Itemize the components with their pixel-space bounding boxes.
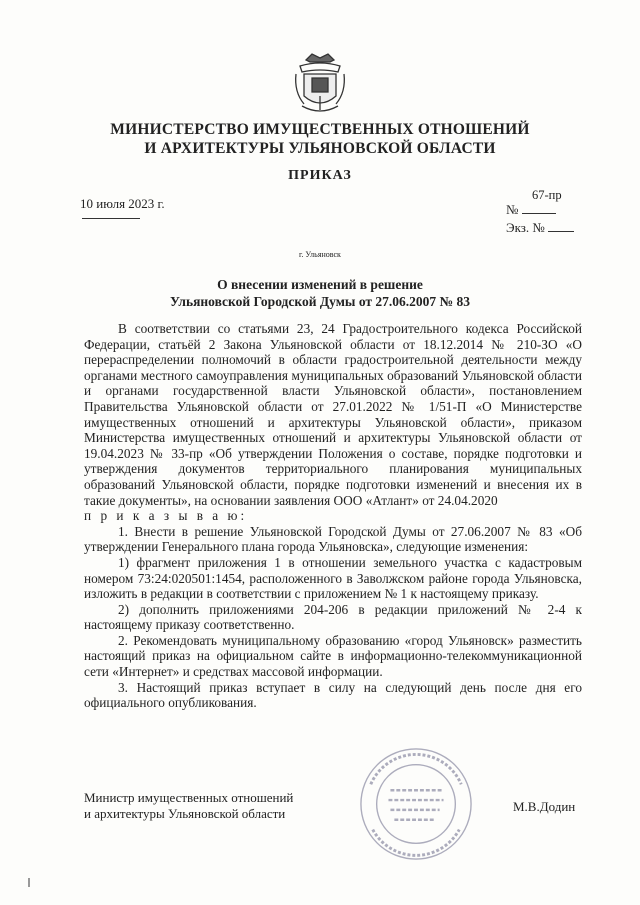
signatory-position-line-2: и архитектуры Ульяновской области [84, 806, 286, 821]
document-body [84, 321, 582, 711]
city-name: г. Ульяновск [299, 250, 341, 259]
copy-label: Экз. № [506, 220, 545, 235]
document-subject [0, 276, 640, 310]
number-row [506, 202, 556, 218]
signatory-name: М.В.Додин [513, 799, 576, 814]
document-date: 10 июля 2023 г. [80, 196, 165, 211]
document-number: 67-пр [532, 188, 562, 202]
ministry-line-1: МИНИСТЕРСТВО ИМУЩЕСТВЕННЫХ ОТНОШЕНИЙ [110, 121, 530, 138]
subject-line-2: Ульяновской Городской Думы от 27.06.2007 № 83 [169, 294, 470, 309]
official-stamp-icon [357, 745, 475, 863]
coat-of-arms-icon [292, 52, 348, 116]
ministry-line-2: И АРХИТЕКТУРЫ УЛЬЯНОВСКОЙ ОБЛАСТИ [144, 140, 496, 157]
number-underline [522, 203, 556, 214]
copy-row [506, 220, 574, 236]
body-order-word: п р и к а з ы в а ю: [84, 508, 248, 524]
copy-underline [548, 221, 574, 232]
body-paragraph-1-1: 1) фрагмент приложения 1 в отношении земельного участка с кадастровым номером 73:24:020501:1454, расположенного в Заволжском районе города Ульяновска, изложить в редакции в соответствии с приложением № 1 к настоящему приказу. [84, 554, 582, 602]
signatory-position-line-1: Министр имущественных отношений [84, 790, 294, 805]
document-type: ПРИКАЗ [288, 168, 352, 183]
number-label: № [506, 202, 519, 217]
ministry-name [0, 120, 640, 158]
body-paragraph-1: 1. Внести в решение Ульяновской Городской Думы от 27.06.2007 № 83 «Об утверждении Генерального плана города Ульяновска», следующие изменения: [84, 523, 582, 555]
body-paragraph-3: 3. Настоящий приказ вступает в силу на следующий день после дня его официального опубликования. [84, 679, 582, 711]
scan-edge-mark [28, 878, 30, 887]
subject-line-1: О внесении изменений в решение [217, 277, 423, 292]
body-paragraph-1-2: 2) дополнить приложениями 204-206 в редакции приложений № 2-4 к настоящему приказу соответственно. [84, 601, 582, 633]
signatory-position [84, 790, 293, 822]
body-paragraph-2: 2. Рекомендовать муниципальному образованию «город Ульяновск» разместить настоящий приказ на официальном сайте в информационно-телекоммуникационной сети «Интернет» и средствах массовой информации. [84, 632, 582, 680]
date-underline [82, 218, 140, 219]
body-paragraph-preamble: В соответствии со статьями 23, 24 Градостроительного кодекса Российской Федерации, статьёй 2 Закона Ульяновской области от 18.12.2014 № 210-ЗО «О перераспределении полномочий в области градостроительной деятельности между органами местного самоуправления муниципальных образований Ульяновской области и органами государственной власти Ульяновской области», постановлением Правительства Ульяновской области от 27.01.2022 № 1/51-П «О Министерстве имущественных отношений и архитектуры Ульяновской области», приказом Министерства имущественных отношений и архитектуры Ульяновской области от 19.04.2023 № 33-пр «Об утверждении Положения о составе, порядке подготовки и утверждения документов территориального планирования муниципальных образований Ульяновской области, порядке подготовки изменений и внесения их в такие документы», на основании заявления ООО «Атлант» от 24.04.2020 [84, 321, 582, 508]
